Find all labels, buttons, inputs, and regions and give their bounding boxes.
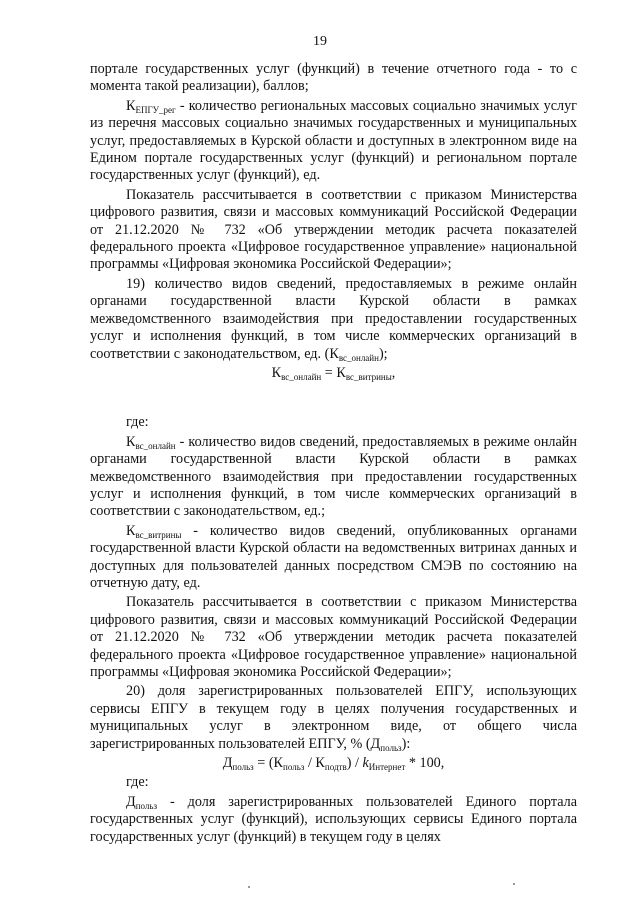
where-label: где: xyxy=(126,414,149,431)
scan-dot xyxy=(248,886,250,888)
where-label-2: где: xyxy=(126,774,149,791)
formula-k-vs-online: $К_{вс\_онлайн} = К_{вс\_витрины}$, xyxy=(271,364,396,382)
scan-dot xyxy=(513,883,515,885)
document-body xyxy=(90,61,577,846)
paragraph-method-reference: Показатель рассчитывается в соответствии с приказом Министерства цифрового развития, связи и массовых коммуникаций Российской Федерации от 21.12.2020 № 732 «Об утверждении методик расчета показателей федерального проекта «Цифровое государственное управление» национальной программы «Цифровая экономика Российской Федерации»; xyxy=(90,186,577,273)
definition-d-polz: $Д_{польз}$ - доля зарегистрированных пользователей Единого портала государственных услуг (функций), использующих сервисы Единого портала государственных услуг (функций) в текущем году в целях xyxy=(90,793,577,845)
page-number: 19 xyxy=(313,34,327,49)
item-19: 19) количество видов сведений, предоставляемых в режиме онлайн органами государственной власти Курской области в рамках межведомственного взаимодействия при предоставлении государственных услуг и исполнения функций, в том числе коммерческих организаций в соответствии с законодательством, ед. $(К_{вс\_онлайн})$; xyxy=(90,275,577,363)
paragraph-method-reference-2: Показатель рассчитывается в соответствии с приказом Министерства цифрового развития, связи и массовых коммуникаций Российской Федерации от 21.12.2020 № 732 «Об утверждении методик расчета показателей федерального проекта «Цифровое государственное управление» национальной программы «Цифровая экономика Российской Федерации»; xyxy=(90,594,577,680)
definition-k-vs-vitriny: $К_{вс\_витрины}$ - количество видов сведений, опубликованных органами государственной власти Курской области на ведомственных витринах данных и доступных для пользователей данных посредством СМЭВ по состоянию на отчетную дату, ед. xyxy=(90,522,577,591)
definition-k-epgu-reg: $К_{ЕПГУ\_рег}$ - количество региональных массовых социально значимых услуг из перечня массовых социально значимых государственных и муниципальных услуг, предоставляемых в Курской области и доступных в электронном виде на Едином портале государственных услуг (функций) и региональном портале государственных услуг (функций), ед. xyxy=(90,97,577,184)
paragraph-continuation: порталe государственных услуг (функций) в течение отчетного года - то с момента такой реализации), баллов; xyxy=(90,61,577,95)
item-20: 20) доля зарегистрированных пользователей ЕПГУ, использующих сервисы ЕПГУ в текущем году в целях получения государственных и муниципальных услуг в электронном виде, от общего числа зарегистрированных пользователей ЕПГУ, % $(Д_{польз})$: xyxy=(90,683,577,753)
formula-d-polz: $Д_{польз} = (К_{польз} / К_{подтв}) / k_{Интернет} * 100$, xyxy=(222,755,445,773)
definition-k-vs-online: $К_{вс\_онлайн}$ - количество видов сведений, предоставляемых в режиме онлайн органами государственной власти Курской области в рамках межведомственного взаимодействия при предоставлении государственных услуг и исполнения функций, в том числе коммерческих организаций в соответствии с законодательством, ед.; xyxy=(90,433,577,520)
